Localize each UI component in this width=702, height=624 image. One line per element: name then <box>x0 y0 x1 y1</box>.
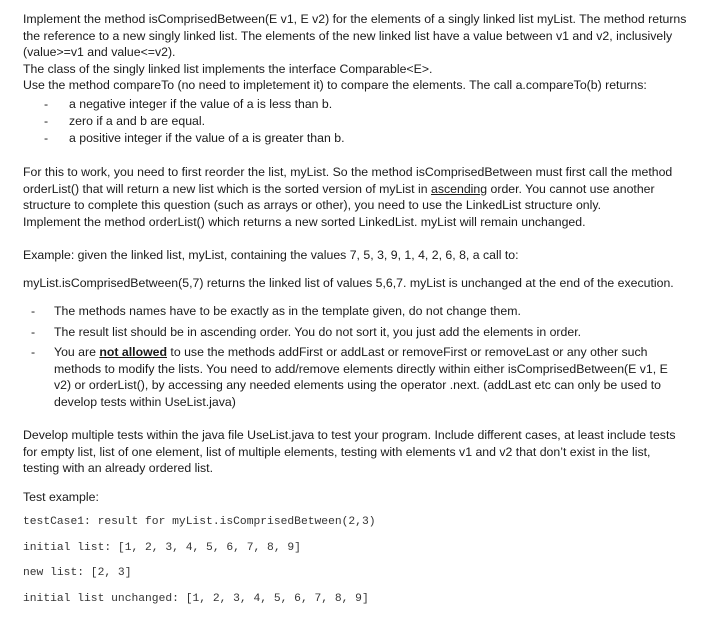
dash-bullet: - <box>44 131 49 145</box>
rule-not-allowed-line-1 <box>54 344 695 361</box>
rule-not-allowed-line-4: develop tests within UseList.java) <box>54 394 236 409</box>
dash-bullet: - <box>31 304 36 318</box>
reorder-line-1: For this to work, you need to first reorder the list, myList. So the method isComprisedBetween must first call the method <box>23 165 673 179</box>
tests-paragraph <box>23 427 695 477</box>
rule-not-allowed-line-3: v2) or orderList(), by accessing any needed elements using the operator .next. (addLast etc can only be used to <box>54 378 661 393</box>
list-item <box>23 303 695 324</box>
intro-line-1: Implement the method isComprisedBetween(E v1, E v2) for the elements of a singly linked list myList. The method returns <box>23 12 687 26</box>
list-item <box>23 324 695 345</box>
compare-item-zero: zero if a and b are equal. <box>69 114 206 128</box>
list-item <box>23 96 695 113</box>
tests-line-1: Develop multiple tests within the java file UseList.java to test your program. Include different cases, at least include tests <box>23 428 676 442</box>
intro-line-4: The class of the singly linked list implements the interface Comparable<E>. <box>23 61 433 76</box>
reorder-line-4: Implement the method orderList() which returns a new sorted LinkedList. myList will remain unchanged. <box>23 214 586 229</box>
rule-not-allowed-line-2: methods to modify the lists. You need to add/remove elements directly within either isComprisedBetween(E v1, E <box>54 361 668 376</box>
tests-line-2: for empty list, list of one element, list of multiple elements, testing with elements v1 and v2 that don’t exist in the list, <box>23 444 651 459</box>
reorder-line-2-end: order. You cannot use another <box>487 181 655 196</box>
rules-list <box>23 303 695 410</box>
code-line-new-list: new list: [2, 3] <box>23 567 132 579</box>
dash-bullet: - <box>31 345 36 359</box>
intro-line-2: the reference to a new singly linked list. The elements of the new linked list have a value between v1 and v2, inclusively <box>23 28 673 43</box>
example-result: myList.isComprisedBetween(5,7) returns the linked list of values 5,6,7. myList is unchanged at the end of the execution. <box>23 276 674 290</box>
compare-item-negative: a negative integer if the value of a is less than b. <box>69 97 333 111</box>
dash-bullet: - <box>44 97 49 111</box>
list-item <box>23 344 695 410</box>
compare-list <box>23 96 695 147</box>
intro-line-5: Use the method compareTo (no need to impletement it) to compare the elements. The call a.compareTo(b) returns: <box>23 78 647 93</box>
code-line-initial-unchanged: initial list unchanged: [1, 2, 3, 4, 5, 6, 7, 8, 9] <box>23 593 369 605</box>
dash-bullet: - <box>31 324 36 339</box>
not-allowed-emphasis: not allowed <box>99 345 167 359</box>
reorder-line-2-start: orderList() that will return a new list which is the sorted version of myList in <box>23 181 432 196</box>
ascending-underlined: ascending <box>431 181 488 196</box>
test-example-heading: Test example: <box>23 490 99 504</box>
list-item <box>23 130 695 147</box>
compare-item-positive: a positive integer if the value of a is greater than b. <box>69 131 345 145</box>
rule-not-allowed-rest: to use the methods addFirst or addLast or removeFirst or removeLast or any other such <box>167 345 648 359</box>
intro-line-3: (value>=v1 and value<=v2). <box>23 45 176 60</box>
dash-bullet: - <box>44 114 49 128</box>
rule-ascending-order: The result list should be in ascending order. You do not sort it, you just add the elements in order. <box>54 324 582 339</box>
example-intro: Example: given the linked list, myList, containing the values 7, 5, 3, 9, 1, 4, 2, 6, 8, a call to: <box>23 248 519 262</box>
reorder-line-2 <box>23 181 695 198</box>
reorder-paragraph <box>23 164 695 230</box>
reorder-line-3: structure to complete this question (such as arrays or other), you need to use the LinkedList structure only. <box>23 198 602 213</box>
rule-not-allowed-prefix: You are <box>54 345 100 359</box>
list-item <box>23 113 695 130</box>
rule-method-names: The methods names have to be exactly as in the template given, do not change them. <box>54 304 521 318</box>
code-line-initial-list: initial list: [1, 2, 3, 4, 5, 6, 7, 8, 9] <box>23 542 301 554</box>
tests-line-3: testing with an already ordered list. <box>23 461 214 476</box>
intro-paragraph <box>23 11 695 94</box>
code-line-testcase: testCase1: result for myList.isComprisedBetween(2,3) <box>23 516 376 528</box>
